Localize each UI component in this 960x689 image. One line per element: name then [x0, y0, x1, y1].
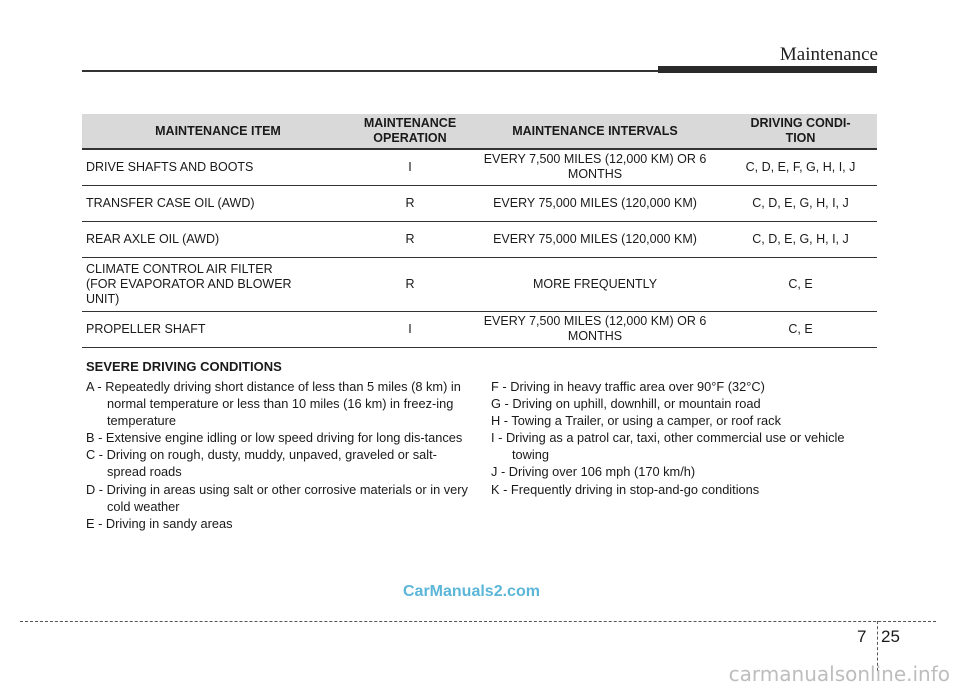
list-item: A - Repeatedly driving short distance of less than 5 miles (8 km) in normal temperature or less than 10 miles (16 km) in freez-ing temperature: [86, 379, 461, 429]
table-row: [82, 221, 877, 257]
maintenance-operation: I: [354, 149, 466, 185]
maintenance-operation: R: [354, 221, 466, 257]
maintenance-operation: I: [354, 311, 466, 347]
driving-conditions: C, D, E, G, H, I, J: [724, 221, 877, 257]
driving-conditions: C, E: [724, 311, 877, 347]
severe-conditions-right: [491, 378, 881, 498]
header-rule: [82, 70, 662, 72]
table-row: [82, 185, 877, 221]
maintenance-interval: EVERY 75,000 MILES (120,000 KM): [466, 185, 724, 221]
severe-conditions-title: SEVERE DRIVING CONDITIONS: [86, 359, 282, 374]
column-header-operation: MAINTENANCE OPERATION: [354, 114, 466, 149]
driving-conditions: C, E: [724, 257, 877, 311]
driving-conditions: C, D, E, G, H, I, J: [724, 185, 877, 221]
maintenance-interval: EVERY 7,500 MILES (12,000 KM) OR 6 MONTHS: [466, 311, 724, 347]
list-item: J - Driving over 106 mph (170 km/h): [491, 464, 696, 480]
maintenance-item: TRANSFER CASE OIL (AWD): [82, 185, 354, 221]
chapter-number: 7: [857, 627, 867, 646]
severe-conditions-left: [86, 378, 470, 532]
table-header-row: [82, 114, 877, 149]
list-item: F - Driving in heavy traffic area over 90°F (32°C): [491, 379, 765, 394]
list-item: C - Driving on rough, dusty, muddy, unpaved, graveled or salt-spread roads: [86, 447, 437, 480]
maintenance-operation: R: [354, 185, 466, 221]
maintenance-table: [82, 114, 877, 348]
maintenance-interval: MORE FREQUENTLY: [466, 257, 724, 311]
column-header-intervals: MAINTENANCE INTERVALS: [466, 114, 724, 149]
maintenance-item: CLIMATE CONTROL AIR FILTER (FOR EVAPORATOR AND BLOWER UNIT): [82, 257, 354, 311]
list-item: H - Towing a Trailer, or using a camper, or roof rack: [491, 413, 781, 429]
column-header-item: MAINTENANCE ITEM: [82, 114, 354, 149]
column-header-condition: DRIVING CONDI-TION: [724, 114, 877, 149]
maintenance-item: PROPELLER SHAFT: [82, 311, 354, 347]
maintenance-item: DRIVE SHAFTS AND BOOTS: [82, 149, 354, 185]
list-item: E - Driving in sandy areas: [86, 515, 233, 531]
footer-site-link[interactable]: carmanualsonline.info: [728, 662, 950, 686]
driving-conditions: C, D, E, F, G, H, I, J: [724, 149, 877, 185]
table-row: [82, 311, 877, 347]
maintenance-operation: R: [354, 257, 466, 311]
page-number: 25: [881, 627, 900, 646]
list-item: G - Driving on uphill, downhill, or mountain road: [491, 396, 761, 412]
table-row: [82, 257, 877, 311]
section-title: Maintenance: [779, 44, 878, 65]
list-item: B - Extensive engine idling or low speed driving for long dis-tances: [86, 430, 463, 446]
maintenance-item: REAR AXLE OIL (AWD): [82, 221, 354, 257]
table-row: [82, 149, 877, 185]
list-item: K - Frequently driving in stop-and-go conditions: [491, 481, 760, 497]
list-item: D - Driving in areas using salt or other corrosive materials or in very cold weather: [86, 481, 468, 514]
header-rule-bar: [658, 66, 877, 73]
maintenance-interval: EVERY 75,000 MILES (120,000 KM): [466, 221, 724, 257]
watermark-link[interactable]: CarManuals2.com: [403, 583, 540, 600]
footer-divider: [20, 621, 936, 622]
maintenance-interval: EVERY 7,500 MILES (12,000 KM) OR 6 MONTHS: [466, 149, 724, 185]
list-item: I - Driving as a patrol car, taxi, other commercial use or vehicle towing: [491, 430, 845, 463]
